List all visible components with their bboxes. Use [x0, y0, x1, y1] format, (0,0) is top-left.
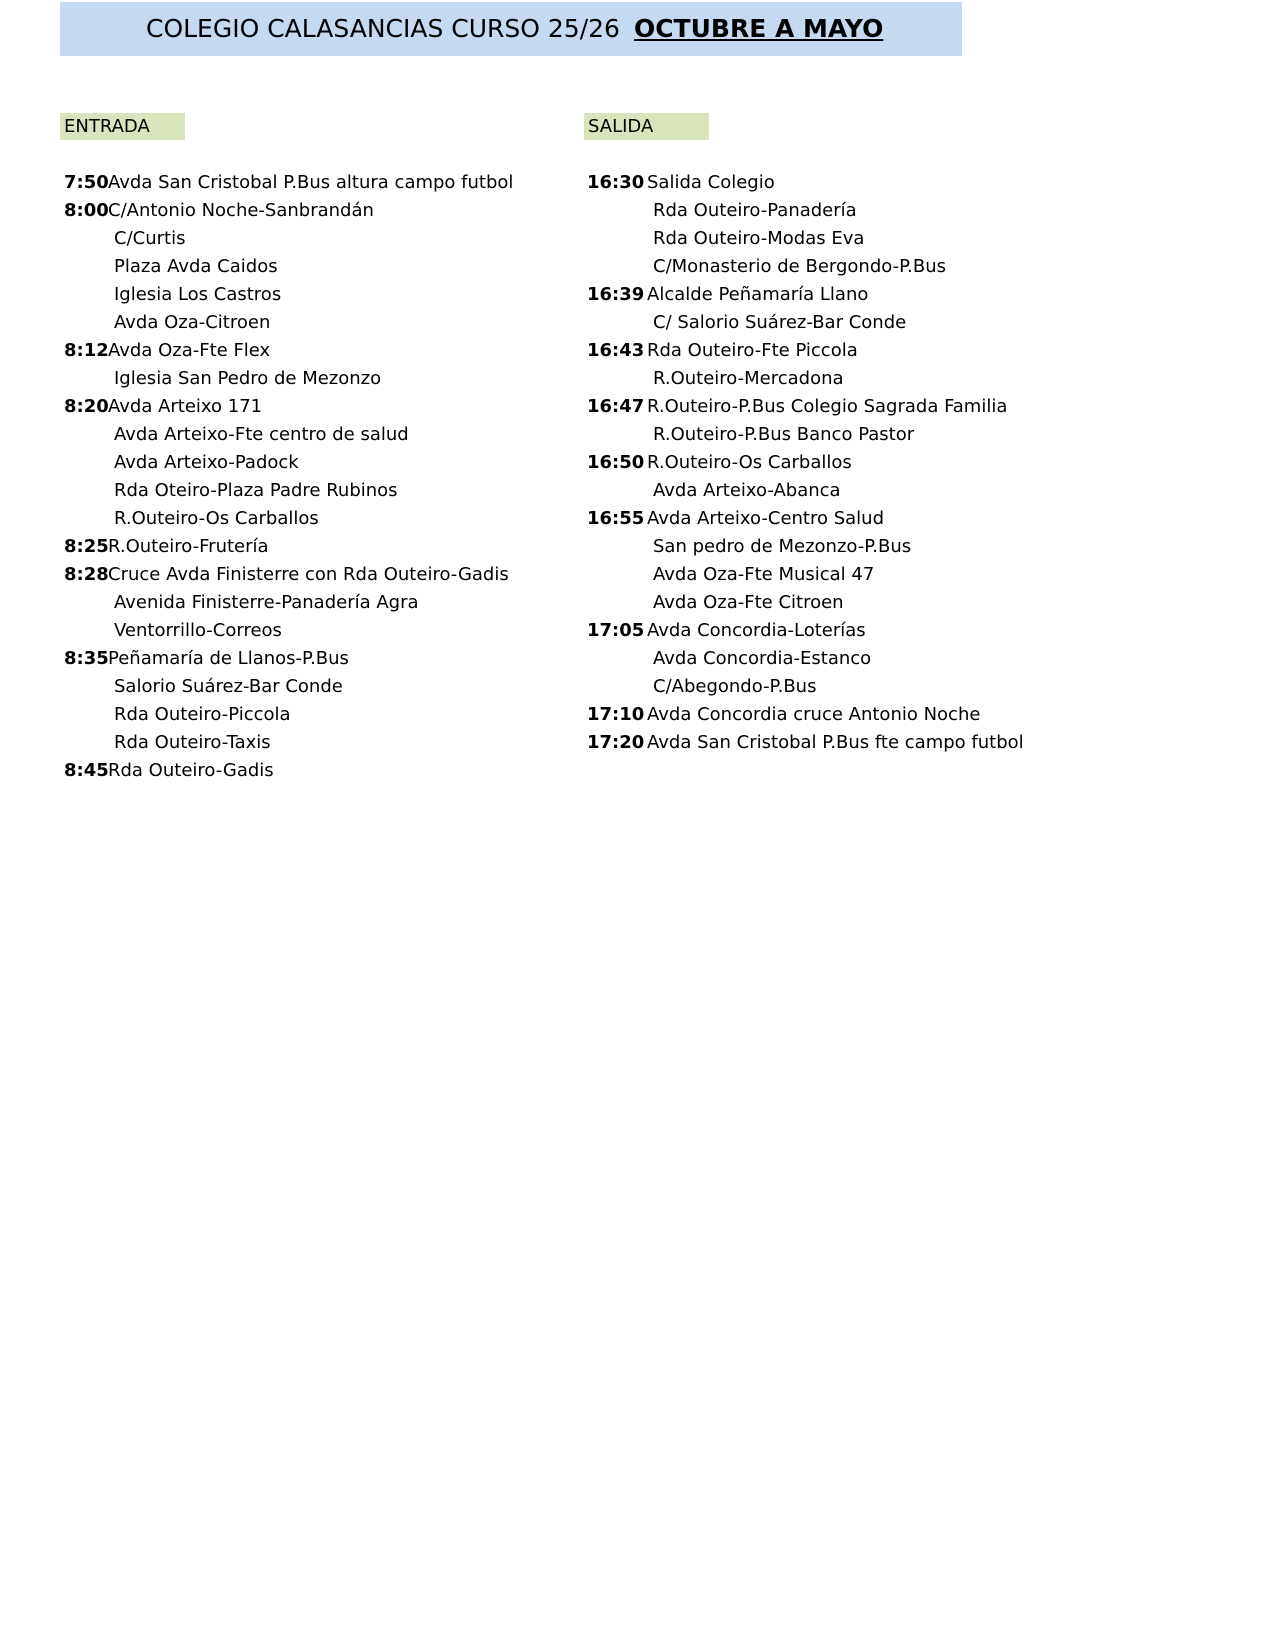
stop-name: Avda Oza-Fte Flex	[108, 340, 271, 361]
stop-name: C/Abegondo-P.Bus	[653, 676, 817, 697]
stop-name: Avda Arteixo-Padock	[114, 452, 299, 473]
schedule-row	[64, 281, 513, 309]
stop-time: 8:20	[64, 396, 109, 417]
schedule-row	[64, 729, 513, 757]
stop-time: 17:10	[587, 704, 645, 725]
stop-name: Avda Concordia-Estanco	[653, 648, 872, 669]
stop-name: Iglesia Los Castros	[114, 284, 282, 305]
schedule-row	[64, 365, 513, 393]
stop-name: Avda Arteixo-Fte centro de salud	[114, 424, 409, 445]
stop-name: Avda Concordia cruce Antonio Noche	[647, 704, 981, 725]
schedule-row	[587, 701, 1024, 729]
stop-name: Avda San Cristobal P.Bus fte campo futbol	[647, 732, 1024, 753]
stop-time: 17:05	[587, 620, 645, 641]
stop-name: Avda San Cristobal P.Bus altura campo futbol	[108, 172, 514, 193]
schedule-row	[64, 337, 513, 365]
schedule-row	[587, 673, 1024, 701]
schedule-row	[587, 505, 1024, 533]
stop-name: Salorio Suárez-Bar Conde	[114, 676, 343, 697]
stop-name: Avda Oza-Fte Musical 47	[653, 564, 875, 585]
stop-time: 8:45	[64, 760, 109, 781]
stop-time: 8:28	[64, 564, 109, 585]
stop-name: Rda Outeiro-Gadis	[108, 760, 274, 781]
schedule-row	[587, 533, 1024, 561]
stop-name: Rda Outeiro-Fte Piccola	[647, 340, 858, 361]
stop-name: R.Outeiro-Mercadona	[653, 368, 844, 389]
stop-name: R.Outeiro-Os Carballos	[114, 508, 319, 529]
stop-time: 16:50	[587, 452, 645, 473]
entrada-label: ENTRADA	[60, 113, 185, 140]
stop-name: C/ Salorio Suárez-Bar Conde	[653, 312, 907, 333]
stop-name: Iglesia San Pedro de Mezonzo	[114, 368, 382, 389]
schedule-row	[587, 393, 1024, 421]
stop-name: Salida Colegio	[647, 172, 775, 193]
schedule-row	[64, 561, 513, 589]
schedule-row	[587, 225, 1024, 253]
salida-label: SALIDA	[584, 113, 709, 140]
stop-name: Avda Arteixo 171	[108, 396, 263, 417]
stop-name: Avda Oza-Citroen	[114, 312, 271, 333]
schedule-row	[64, 757, 513, 785]
schedule-row	[64, 197, 513, 225]
schedule-row	[64, 169, 513, 197]
stop-name: Rda Outeiro-Taxis	[114, 732, 271, 753]
stop-name: C/Antonio Noche-Sanbrandán	[108, 200, 374, 221]
stop-time: 7:50	[64, 172, 109, 193]
stop-name: Ventorrillo-Correos	[114, 620, 282, 641]
schedule-row	[64, 449, 513, 477]
schedule-row	[587, 281, 1024, 309]
schedule-row	[587, 617, 1024, 645]
schedule-row	[587, 421, 1024, 449]
schedule-row	[64, 421, 513, 449]
salida-schedule	[587, 169, 1024, 757]
schedule-row	[64, 253, 513, 281]
stop-time: 16:55	[587, 508, 645, 529]
stop-name: Avenida Finisterre-Panadería Agra	[114, 592, 419, 613]
schedule-row	[64, 617, 513, 645]
stop-name: C/Curtis	[114, 228, 186, 249]
stop-name: Rda Outeiro-Panadería	[653, 200, 857, 221]
stop-name: Plaza Avda Caidos	[114, 256, 278, 277]
schedule-row	[64, 533, 513, 561]
schedule-row	[64, 505, 513, 533]
stop-name: Avda Concordia-Loterías	[647, 620, 866, 641]
stop-name: R.Outeiro-P.Bus Colegio Sagrada Familia	[647, 396, 1008, 417]
stop-name: Rda Outeiro-Piccola	[114, 704, 291, 725]
schedule-row	[587, 561, 1024, 589]
schedule-row	[64, 673, 513, 701]
stop-name: Alcalde Peñamaría Llano	[647, 284, 869, 305]
schedule-row	[587, 365, 1024, 393]
stop-name: Avda Arteixo-Centro Salud	[647, 508, 885, 529]
stop-name: R.Outeiro-P.Bus Banco Pastor	[653, 424, 915, 445]
stop-time: 16:43	[587, 340, 645, 361]
stop-name: Cruce Avda Finisterre con Rda Outeiro-Gadis	[108, 564, 509, 585]
schedule-row	[587, 253, 1024, 281]
stop-name: Avda Oza-Fte Citroen	[653, 592, 844, 613]
schedule-row	[587, 589, 1024, 617]
title-period: OCTUBRE A MAYO	[633, 14, 884, 43]
stop-name: C/Monasterio de Bergondo-P.Bus	[653, 256, 947, 277]
schedule-row	[587, 477, 1024, 505]
title-main: COLEGIO CALASANCIAS CURSO 25/26	[146, 14, 620, 43]
stop-time: 8:12	[64, 340, 109, 361]
stop-name: Avda Arteixo-Abanca	[653, 480, 841, 501]
schedule-row	[587, 197, 1024, 225]
schedule-row	[64, 645, 513, 673]
schedule-row	[587, 337, 1024, 365]
schedule-row	[587, 449, 1024, 477]
stop-name: Peñamaría de Llanos-P.Bus	[108, 648, 349, 669]
stop-time: 17:20	[587, 732, 645, 753]
schedule-row	[587, 645, 1024, 673]
stop-name: Rda Outeiro-Modas Eva	[653, 228, 865, 249]
stop-time: 8:35	[64, 648, 109, 669]
schedule-row	[64, 309, 513, 337]
schedule-row	[64, 701, 513, 729]
stop-time: 8:25	[64, 536, 109, 557]
stop-time: 8:00	[64, 200, 109, 221]
schedule-row	[64, 589, 513, 617]
schedule-row	[587, 729, 1024, 757]
stop-name: R.Outeiro-Os Carballos	[647, 452, 852, 473]
stop-time: 16:47	[587, 396, 645, 417]
title-banner	[60, 2, 962, 56]
schedule-row	[64, 393, 513, 421]
schedule-row	[64, 225, 513, 253]
schedule-row	[587, 309, 1024, 337]
stop-name: R.Outeiro-Frutería	[108, 536, 269, 557]
schedule-row	[64, 477, 513, 505]
stop-name: San pedro de Mezonzo-P.Bus	[653, 536, 912, 557]
stop-time: 16:39	[587, 284, 645, 305]
stop-name: Rda Oteiro-Plaza Padre Rubinos	[114, 480, 398, 501]
schedule-row	[587, 169, 1024, 197]
entrada-schedule	[64, 169, 513, 785]
stop-time: 16:30	[587, 172, 645, 193]
